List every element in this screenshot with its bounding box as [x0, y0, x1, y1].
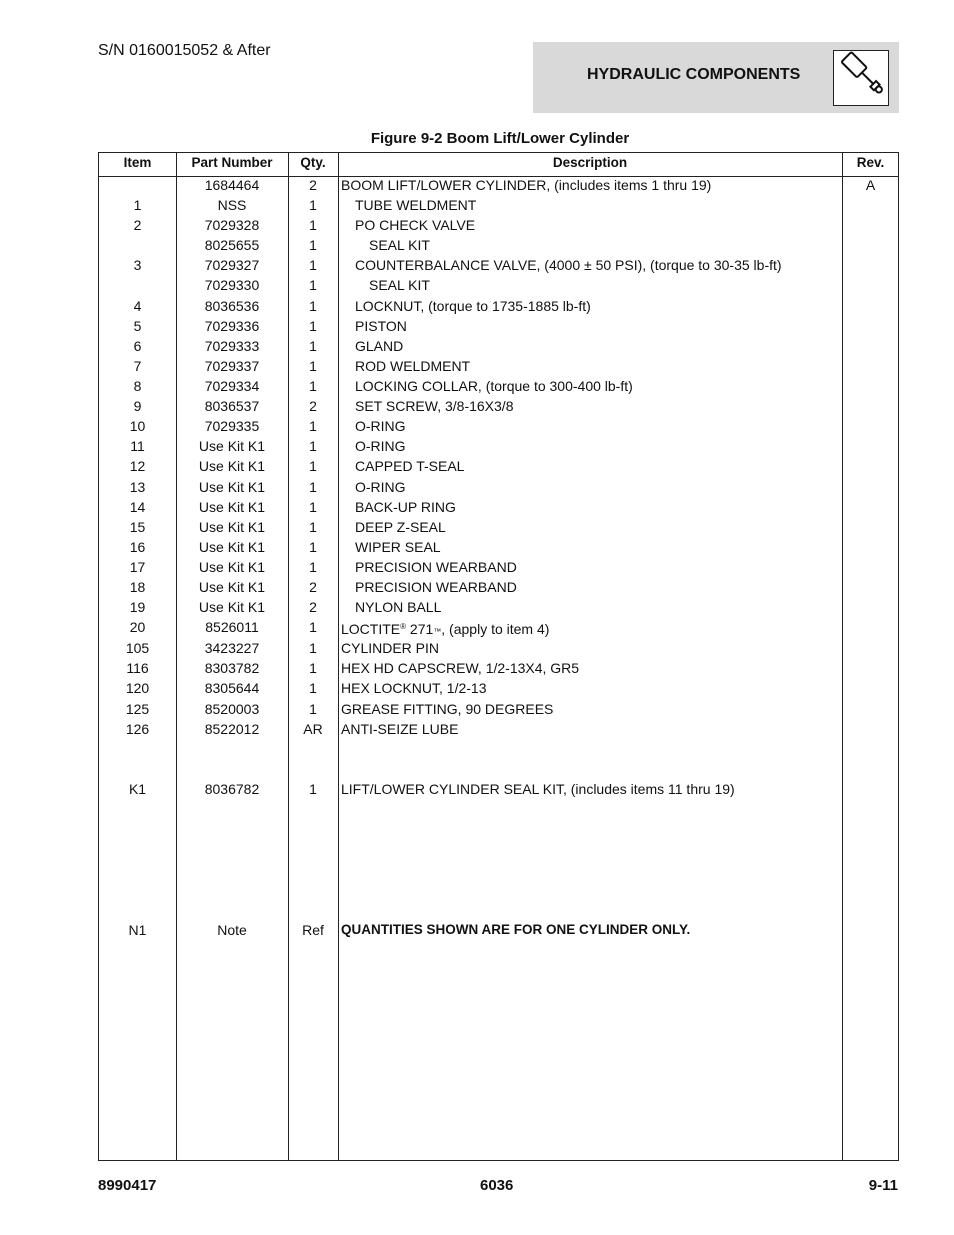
part-number-cell: 8522012: [204, 720, 260, 737]
description-cell: GLAND: [355, 337, 404, 354]
item-cell: 3: [133, 256, 142, 273]
quantity-cell: 1: [309, 377, 317, 394]
quantity-cell: 1: [309, 457, 317, 474]
quantity-cell: 1: [309, 478, 317, 495]
item-cell: 16: [129, 538, 146, 555]
description-cell: LOCKNUT, (torque to 1735-1885 lb-ft): [355, 297, 591, 314]
table-row: [99, 456, 898, 476]
table-row: [99, 356, 898, 376]
description-cell: LOCTITE® 271™, (apply to item 4): [341, 620, 550, 637]
part-number-cell: Use Kit K1: [198, 437, 266, 454]
table-row: [99, 436, 898, 456]
description-cell: PO CHECK VALVE: [355, 216, 476, 233]
part-number-cell: 7029334: [204, 377, 260, 394]
part-number-cell: 7029335: [204, 417, 260, 434]
quantity-cell: 1: [309, 216, 317, 233]
description-cell: QUANTITIES SHOWN ARE FOR ONE CYLINDER ONLY.: [341, 921, 691, 937]
table-row: [99, 175, 898, 195]
quantity-cell: 1: [309, 558, 317, 575]
table-row: [99, 316, 898, 336]
part-number-cell: 7029330: [204, 276, 260, 293]
part-number-cell: Use Kit K1: [198, 558, 266, 575]
item-cell: 10: [129, 417, 146, 434]
description-cell: O-RING: [355, 478, 406, 495]
table-row: [99, 517, 898, 537]
part-number-cell: Use Kit K1: [198, 538, 266, 555]
description-cell: ANTI-SEIZE LUBE: [341, 720, 459, 737]
description-cell: LOCKING COLLAR, (torque to 300-400 lb-ft): [355, 377, 633, 394]
description-cell: LIFT/LOWER CYLINDER SEAL KIT, (includes items 11 thru 19): [341, 780, 735, 797]
description-cell: PRECISION WEARBAND: [355, 558, 517, 575]
part-number-cell: 8520003: [204, 700, 260, 717]
item-cell: 126: [125, 720, 150, 737]
table-row: [99, 920, 898, 940]
table-row: [99, 477, 898, 497]
item-cell: 17: [129, 558, 146, 575]
quantity-cell: 1: [309, 639, 317, 656]
quantity-cell: 1: [309, 498, 317, 515]
part-number-cell: 8303782: [204, 659, 260, 676]
table-row: [99, 497, 898, 517]
column-header-description: Description: [552, 155, 628, 170]
quantity-cell: 2: [309, 397, 317, 414]
parts-table: [98, 152, 899, 1161]
item-cell: 5: [133, 317, 142, 334]
table-row: [99, 336, 898, 356]
section-banner: [533, 42, 899, 113]
item-cell: 7: [133, 357, 142, 374]
part-number-cell: Use Kit K1: [198, 598, 266, 615]
quantity-cell: 1: [309, 196, 317, 213]
quantity-cell: 1: [309, 337, 317, 354]
part-number-cell: 8305644: [204, 679, 260, 696]
section-title: HYDRAULIC COMPONENTS: [587, 66, 801, 83]
table-row: [99, 255, 898, 275]
figure-title: Figure 9-2 Boom Lift/Lower Cylinder: [370, 130, 630, 147]
serial-number: S/N 0160015052 & After: [98, 42, 271, 59]
description-cell: DEEP Z-SEAL: [355, 518, 446, 535]
item-cell: 125: [125, 700, 150, 717]
part-number-cell: 7029328: [204, 216, 260, 233]
description-cell: O-RING: [355, 417, 406, 434]
part-number-cell: 7029327: [204, 256, 260, 273]
quantity-cell: 1: [309, 297, 317, 314]
description-cell: HEX LOCKNUT, 1/2-13: [341, 679, 487, 696]
part-number-cell: 8526011: [205, 618, 259, 635]
quantity-cell: 2: [309, 598, 317, 615]
description-cell: WIPER SEAL: [355, 538, 441, 555]
item-cell: 15: [129, 518, 146, 535]
table-row: [99, 658, 898, 678]
description-cell: CAPPED T-SEAL: [355, 457, 465, 474]
item-cell: 105: [125, 639, 150, 656]
footer-page-number: 9-11: [868, 1177, 898, 1194]
table-row: [99, 275, 898, 295]
quantity-cell: 1: [309, 236, 317, 253]
part-number-cell: 8036536: [204, 297, 260, 314]
part-number-cell: 7029337: [204, 357, 260, 374]
part-number-cell: Use Kit K1: [198, 518, 266, 535]
item-cell: K1: [128, 780, 147, 797]
table-row: [99, 699, 898, 719]
column-header-item: Item: [123, 155, 152, 170]
description-cell: BACK-UP RING: [355, 498, 456, 515]
table-row: [99, 396, 898, 416]
item-cell: 19: [129, 598, 146, 615]
table-row: [99, 416, 898, 436]
item-cell: 8: [133, 377, 142, 394]
revision-cell: A: [865, 176, 876, 193]
part-number-cell: Use Kit K1: [198, 478, 266, 495]
quantity-cell: 1: [309, 357, 317, 374]
description-cell: GREASE FITTING, 90 DEGREES: [341, 700, 554, 717]
part-number-cell: Use Kit K1: [198, 498, 266, 515]
column-header-part-number: Part Number: [191, 155, 273, 170]
quantity-cell: 1: [309, 780, 317, 797]
table-row: [99, 537, 898, 557]
table-row: [99, 617, 898, 637]
table-row: [99, 215, 898, 235]
part-number-cell: Note: [217, 921, 247, 938]
hydraulic-cylinder-icon: [833, 50, 889, 106]
item-cell: 12: [129, 457, 146, 474]
description-cell: PRECISION WEARBAND: [355, 578, 517, 595]
description-cell: SEAL KIT: [369, 236, 430, 253]
quantity-cell: 2: [309, 176, 317, 193]
description-cell: BOOM LIFT/LOWER CYLINDER, (includes items 1 thru 19): [341, 176, 712, 193]
part-number-cell: 3423227: [204, 639, 260, 656]
description-cell: SET SCREW, 3/8-16X3/8: [355, 397, 514, 414]
table-row: [99, 779, 898, 799]
item-cell: 1: [133, 196, 142, 213]
description-cell: TUBE WELDMENT: [355, 196, 477, 213]
quantity-cell: 1: [309, 417, 317, 434]
footer-model-number: 6036: [480, 1177, 514, 1194]
part-number-cell: 8036782: [204, 780, 260, 797]
table-row: [99, 296, 898, 316]
table-row: [99, 195, 898, 215]
table-row: [99, 376, 898, 396]
description-cell: SEAL KIT: [369, 276, 430, 293]
part-number-cell: Use Kit K1: [198, 457, 266, 474]
table-row: [99, 678, 898, 698]
part-number-cell: 7029336: [204, 317, 260, 334]
part-number-cell: NSS: [217, 196, 247, 213]
item-cell: N1: [128, 921, 147, 938]
table-row: [99, 577, 898, 597]
item-cell: 9: [133, 397, 142, 414]
quantity-cell: 1: [309, 317, 317, 334]
part-number-cell: 8036537: [204, 397, 260, 414]
quantity-cell: 1: [309, 538, 317, 555]
footer-document-number: 8990417: [98, 1177, 157, 1194]
description-cell: O-RING: [355, 437, 406, 454]
quantity-cell: 1: [309, 659, 317, 676]
item-cell: 120: [125, 679, 150, 696]
item-cell: 13: [129, 478, 146, 495]
quantity-cell: 1: [309, 276, 317, 293]
quantity-cell: Ref: [302, 921, 324, 938]
item-cell: 4: [133, 297, 142, 314]
quantity-cell: 1: [309, 700, 317, 717]
column-header-rev: Rev.: [856, 155, 885, 170]
part-number-cell: 1684464: [204, 176, 260, 193]
item-cell: 116: [126, 659, 149, 676]
item-cell: 11: [130, 437, 145, 454]
quantity-cell: 2: [309, 578, 317, 595]
table-row: [99, 719, 898, 739]
part-number-cell: 7029333: [204, 337, 260, 354]
part-number-cell: 8025655: [204, 236, 260, 253]
column-header-qty: Qty.: [300, 155, 326, 170]
item-cell: 14: [129, 498, 146, 515]
table-row: [99, 597, 898, 617]
part-number-cell: Use Kit K1: [198, 578, 266, 595]
quantity-cell: 1: [309, 618, 317, 635]
table-row: [99, 638, 898, 658]
quantity-cell: 1: [309, 256, 317, 273]
description-cell: CYLINDER PIN: [341, 639, 440, 656]
table-row: [99, 557, 898, 577]
quantity-cell: AR: [303, 720, 323, 737]
item-cell: 2: [133, 216, 142, 233]
description-cell: COUNTERBALANCE VALVE, (4000 ± 50 PSI), (torque to 30-35 lb-ft): [355, 256, 782, 273]
description-cell: ROD WELDMENT: [355, 357, 471, 374]
item-cell: 20: [129, 618, 146, 635]
description-cell: PISTON: [355, 317, 407, 334]
quantity-cell: 1: [309, 437, 317, 454]
quantity-cell: 1: [309, 518, 317, 535]
item-cell: 18: [129, 578, 146, 595]
description-cell: NYLON BALL: [355, 598, 442, 615]
quantity-cell: 1: [309, 679, 317, 696]
table-row: [99, 235, 898, 255]
item-cell: 6: [133, 337, 142, 354]
description-cell: HEX HD CAPSCREW, 1/2-13X4, GR5: [341, 659, 580, 676]
